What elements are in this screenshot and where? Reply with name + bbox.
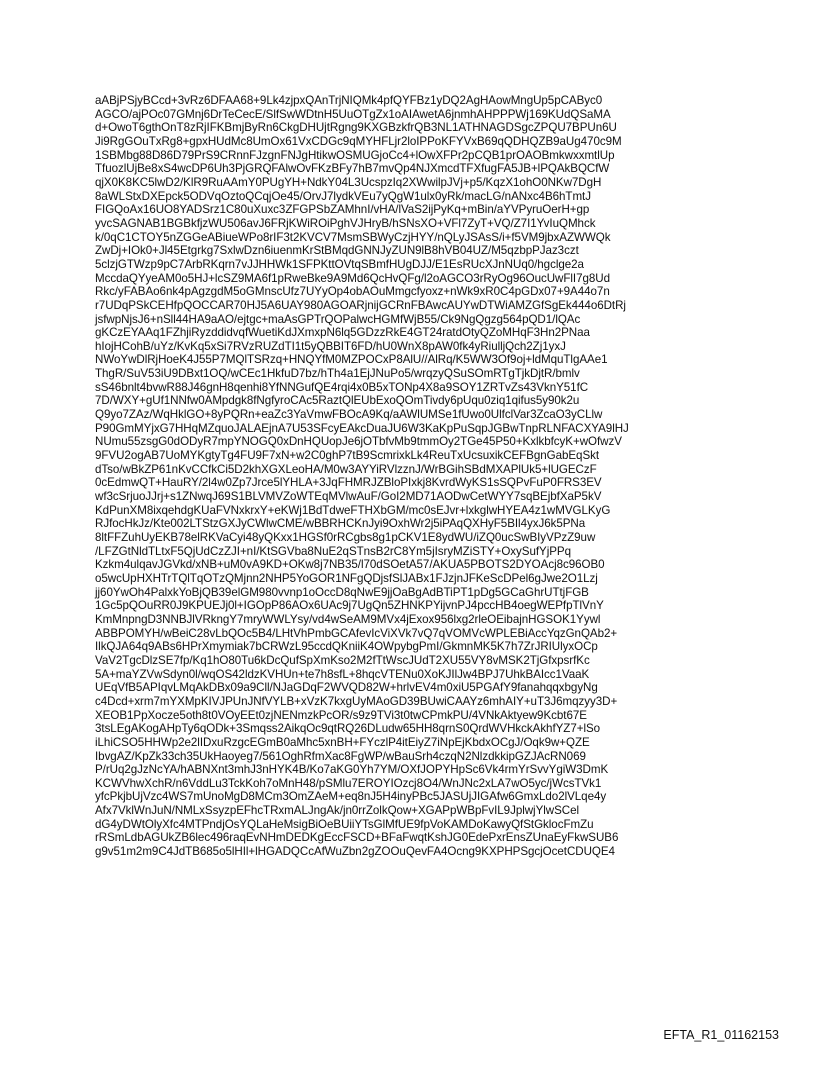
- text-line: d+OwoT6gthOnT8zRjIFKBmjByRn6CkgDHUjtRgng9KXGBzkfrQB3NL1ATHNAGDSgcZPQU7BPUn6U: [95, 121, 617, 135]
- text-line: MccdaQYyeAM0o5HJ+lcSZ9MA6f1pRweBke9A9Md6QcHvQFg/l2oAGCO3rRyOg96OucUwFlI7g8Ud: [95, 271, 610, 285]
- text-line: aABjPSjyBCcd+3vRz6DFAA68+9Lk4zjpxQAnTrjNIQMk4pfQYFBz1yDQ2AgHAowMngUp5pCAByc0: [95, 94, 603, 107]
- text-line: XEOB1PpXocze5oth8t0VOyEEt0zjNENmzkPcOR/s9z9TVi3t0twCPmkPU/4VNkAktyew9Kcbt67E: [95, 708, 587, 722]
- text-line: 1SBMbg88D86D79PrS9CRnnFJzgnFNJgHtikwOSMUGjoCc4+lOwXFPr2pCQB1prOAOBmkwxxmtlUp: [95, 148, 615, 162]
- text-line: Q9yo7ZAz/WqHklGO+8yPQRn+eaZc3YaVmwFBOcA9Kq/aAWlUMSe1fUwo0UlfclVar3ZcaO3yCLlw: [95, 408, 603, 422]
- text-line: KmMnpngD3NNBJlVRkngY7mryWWLYsy/vd4wSeAM9MVx4jExox956lxg2rleOEibajnHGSOK1Yywl: [95, 612, 601, 626]
- text-line: VaV2TgcDlzSE7fp/Kq1hO80Tu6kDcQufSpXmKso2M2fTtWscJUdT2XU55VY8vMSK2TjGfxpsrfKc: [95, 653, 590, 667]
- text-line: KCWVhwXchR/n6VddLu3TckKoh7oMnH48/pSMlu7EROYIOzcj8O4/WnJNc2xLA7wO5yc/jWcsTVk1: [95, 776, 602, 790]
- text-line: KdPunXM8ixqehdgKUaFVNxkrxY+eKWj1BdTdweFTHXbGM/mc0sEJvr+lxkglwHYEA4z1wMVGLKyG: [95, 503, 611, 517]
- text-line: c4Dcd+xrm7mYXMpKIVJPUnJNfVYLB+xVzK7kxgUyMAoGD39BUwiCAAYz6mhAIY+uT3J6mqzyy3D+: [95, 694, 618, 708]
- text-line: UEqVfB5APIqvLMqAkDBx09a9Cll/NJaGDqF2WVQD82W+hrlvEV4m0xiU5PGAfY9fanahqqxbgyNg: [95, 681, 598, 695]
- text-line: IbvgAZ/KpZk33ch35UkHaoyeg7/561OghRfmXac8FgWP/wBauSrh4czqN2NlzdkkipGZJAcRN069: [95, 749, 586, 763]
- text-line: ABBPOMYH/wBeiC28vLbQOc5B4/LHtVhPmbGCAfevIcViXVk7vQ7qVOMVcWPLEBiAccYqzGnQAb2+: [95, 626, 618, 640]
- text-line: jj60YwOh4PalxkYoBjQB39elGM980vvnp1oOccD8qNwE9jjOaBgAdBTiPT1pDg5GCaGhrUTtjFGB: [95, 585, 589, 599]
- text-line: ZwDj+IOk0+Jl45Etgrkg7SxlwDzn6iuenmKrStBMqdGNNJyZUN9lB8hVB04UZ/M5qzbpPJaz3czt: [95, 244, 579, 258]
- text-line: k/0qC1CTOY5nZGGeABiueWPo8rIF3t2KVCV7MsmSBWyCzjHYY/nQLyJSAsS/i+f5VM9jbxAZWWQk: [95, 230, 611, 244]
- text-line: 5clzjGTWzp9pC7ArbRKqrn7vJJHHWk1SFPKttOVtqSBmfHUgDJJ/E1EsRUcXJnNUq0/hgclge2a: [95, 257, 584, 271]
- text-line: Kzkm4ulqavJGVkd/xNB+uM0vA9KD+OKw8j7NB35/l70dSOetA57/AKUA5PBOTS2DYOAcj8c96OB0: [95, 558, 605, 572]
- text-line: Rkc/yFABAo6nk4pAgzgdM5oGMnscUfz7UYyOp4obAOuMmgcfyoxz+nWk9xR0C4pGDx07+9A44o7n: [95, 285, 610, 299]
- text-line: wf3cSrjuoJJrj+s1ZNwqJ69S1BLVMVZoWTEqMVlwAuF/GoI2MD71AODwCetWYY7sqBEjbfXaP5kV: [95, 490, 602, 504]
- text-line: Ji9RgGOuTxRg8+gpxHUdMc8UmOx61VxCDGc9qMYHFLjr2loIPPoKFYVxB69qQDHQZB9aUg470c9M: [95, 134, 622, 148]
- text-line: sS46bnlt4bvwR88J46gnH8qenhi8YfNNGufQE4rqi4x0B5xTONp4X8a9SOY1ZRTvZs43VknY51fC: [95, 380, 589, 394]
- text-line: ThgR/SuV53iU9DBxt1OQ/wCEc1HkfuD7bz/hTh4a1EjJNuPo5/wrqzyQSuSOmRTgTjkDjtR/bmlv: [95, 367, 580, 381]
- text-line: 7D/WXY+gUf1NNfw0AMpdgk8fNgfyroCAc5RaztQlEUbExoQOmTivdy6pUqu0ziq1qifus5y90k2u: [95, 394, 580, 408]
- text-line: Afx7VklWnJuN/NMLxSsyzpEFhcTRxmALJngAk/jn0rrZolkQow+XGAPpWBpFvIL9JplwjYlwSCel: [95, 804, 580, 818]
- text-line: dTso/wBkZP61nKvCCfkCi5D2khXGXLeoHA/M0w3AYYiRVlzznJ/WrBGihSBdMXAPlUk5+lUGECzF: [95, 462, 597, 476]
- encoded-text-block: [95, 94, 775, 859]
- text-line: r7UDqPSkCEHfpQOCCAR70HJ5A6UAY980AGOARjnijGCRnFBAwcAUYwDTWiAMZGfSgEk444o6DtRj: [95, 298, 626, 312]
- text-line: jsfwpNjsJ6+nSll44HA9aAO/ejtgc+maAsGPTrQOPalwcHGMfWjB55/Ck9NgQgzg564pQD1/lQAc: [95, 312, 581, 326]
- text-line: iLhiCSO5HHWp2e2lIDxuRzgcEGmB0aMhc5xnBH+FYczlP4itEiyZ7iNpEjKbdxOCgJ/Oqk9w+QZE: [95, 735, 590, 749]
- text-line: AGCO/ajPOc07GMnj6DrTeCecE/SlfSwWDtnH5UuOTgZx1oAIAwetA6jnmhAHPPPWj169KUdQSaMA: [95, 107, 611, 121]
- text-line: FIGQoAx16UO8YADSrz1C80uXuxc3ZFGPSbZAMhnI/vHA/lVaS2ijPyKq+mBin/aYVPyruOerH+gp: [95, 203, 590, 217]
- text-line: NUmu55zsgG0dODyR7mpYNOGQ0xDnHQUopJe6jOTbfvMb9tmmOy2TGe45P50+KxlkbfcyK+wOfwzV: [95, 435, 622, 449]
- text-line: /LFZGtNldTLtxF5QjUdCzZJI+nI/KtSGVba8NuE2qSTnsB2rC8Ym5jIsryMZiSTY+OxySufYjPPq: [95, 544, 571, 558]
- text-line: TfuozlUjBe8xS4wcDP6Uh3PjGRQFAlwOvFKzBFy7hB7mvQp4NJXmcdTFXfugFA5JB+lPQAkBQCfW: [95, 162, 610, 176]
- text-line: 8aWLStxDXEpck5ODVqOztoQCqjOe45/OrvJ7lydkVEu7yQgW1ulx0yRk/macLG/nANxc4B6hTmtJ: [95, 189, 591, 203]
- document-id-footer: EFTA_R1_01162153: [663, 1028, 779, 1042]
- text-line: NWoYwDlRjHoeK4J55P7MQlTSRzq+HNQYfM0MZPOCxP8AlU//AlRq/K5WW3Of9oj+ldMquTlgAAe1: [95, 353, 608, 367]
- text-line: 9FVU2ogAB7UoMYKgtyTg4FU9F7xN+w2C0ghP7tB9ScmrixkLk4ReuTxUcsuxikCEFBgnGabEqSkt: [95, 449, 600, 463]
- text-line: gKCzEYAAq1FZhjiRyzddidvqfWuetiKdJXmxpN6lq5GDzzRkE4GT24ratdOtyQZoMHqF3Hn2PNaa: [95, 326, 590, 340]
- text-line: hIojHCohB/uYz/KvKq5xSi7RVzRUZdTI1t5yQBBIT6FD/hU0WnX8pAW0fk4yRiulljQch2Zj1yxJ: [95, 339, 566, 353]
- text-line: yvcSAGNAB1BGBkfjzWU506avJ6FRjKWiROiPghVJHryB/hSNsXO+VFl7ZyT+VQ/Z7I1YvIuQMhck: [95, 216, 596, 230]
- text-line: 0cEdmwQT+HauRY/2l4w0Zp7Jrce5lYHLA+3JqFHMRJZBloPIxkj8KvrdWyKS1sSQPvFuP0FRS3EV: [95, 476, 602, 490]
- text-line: rRSmLdbAGUkZB6lec496raqEvNHmDEDKgEccFSCD+BFaFwqtKshJG0EdePxrEnsZUnaEyFkwSUB6: [95, 831, 619, 845]
- text-line: RJfocHkJz/Kte002LTStzGXJyCWlwCME/wBBRHCKnJyi9OxhWr2j5iPAqQXHyF5BIl4yxJ6k5PNa: [95, 517, 586, 531]
- text-line: 1Gc5pQOuRR0J9KPUEJj0l+IGOpP86AOx6UAc9j7UgQn5ZHNKPYijvnPJ4pccHB4oegWEPfpTlVnY: [95, 599, 604, 613]
- text-line: dG4yDWtOlyXfc4MTPndjOsYQLaHeMsigBiOeBUiiYTsGlMfUE9fpVoKAMDoKawyQfStGklocFmZu: [95, 817, 594, 831]
- text-line: IlkQJA64q9ABs6HPrXmymiak7bCRWzL95ccdQKniiK4OWpybgPmI/GkmnMK5K7h7ZrJRIUlyxOCp: [95, 640, 598, 654]
- text-line: o5wcUpHXHTrTQlTqOTzQMjnn2NHP5YoGOR1NFgQDjsfSlJABx1FJzjnJFKeScDPel6gJwe2O1Lzj: [95, 571, 598, 585]
- text-line: yfcPkjbUjVzc4WS7mUnoMgD8MCm3OmZAeM+eq8nJ5H4inyPBc5JASUjJIGAfw6GmxLdo2lVLqe4y: [95, 790, 607, 804]
- text-line: g9v51m2m9C4JdTB685o5lHIl+lHGADQCcAfWuZbn2gZOOuQevFA4Ocng9KXPHPSgcjOcetCDUQE4: [95, 845, 615, 859]
- text-line: 8ltFFZuhUyEKB78elRKVaCyi48yQKxx1HGSf0rRCgbs8g1pCKV1E8ydWU/iZQ0ucSwBIyVPzZ9uw: [95, 531, 596, 544]
- text-line: P90GmMYjxG7HHqMZquoJALAEjnA7U53SFcyEAkcDuaJU6W3KaKpPuSqpJGBwTnpRLNFACXYA9lHJ: [95, 421, 629, 435]
- text-line: 3tsLEgAKogAHpTy6qODk+3Smqss2AikqOc9qtRQ26DLudw65HH8qrnS0QrdWVHkckAkhfYZ7+lSo: [95, 722, 601, 736]
- text-line: P/rUq2gJzNcYA/hABNXnt3mhJ3nHYK4B/Ko7aKG0Yh7YM/OXfJOPYHpSc6Vk4rmYrSvvYgiW3DmK: [95, 763, 609, 777]
- text-line: qjX0K8KC5lwD2/KlR9RuAAmY0PUgYH+NdkY04L3UcspzIq2XWwilpJVj+p5/KqzX1ohO0NKw7DgH: [95, 175, 602, 189]
- text-line: 5A+maYZVwSdyn0l/wqOS42ldzKVHUn+te7h8sfL+8hqcVTENu0XoKJIlJw4BPJ7UhkBAIcc1VaaK: [95, 667, 590, 681]
